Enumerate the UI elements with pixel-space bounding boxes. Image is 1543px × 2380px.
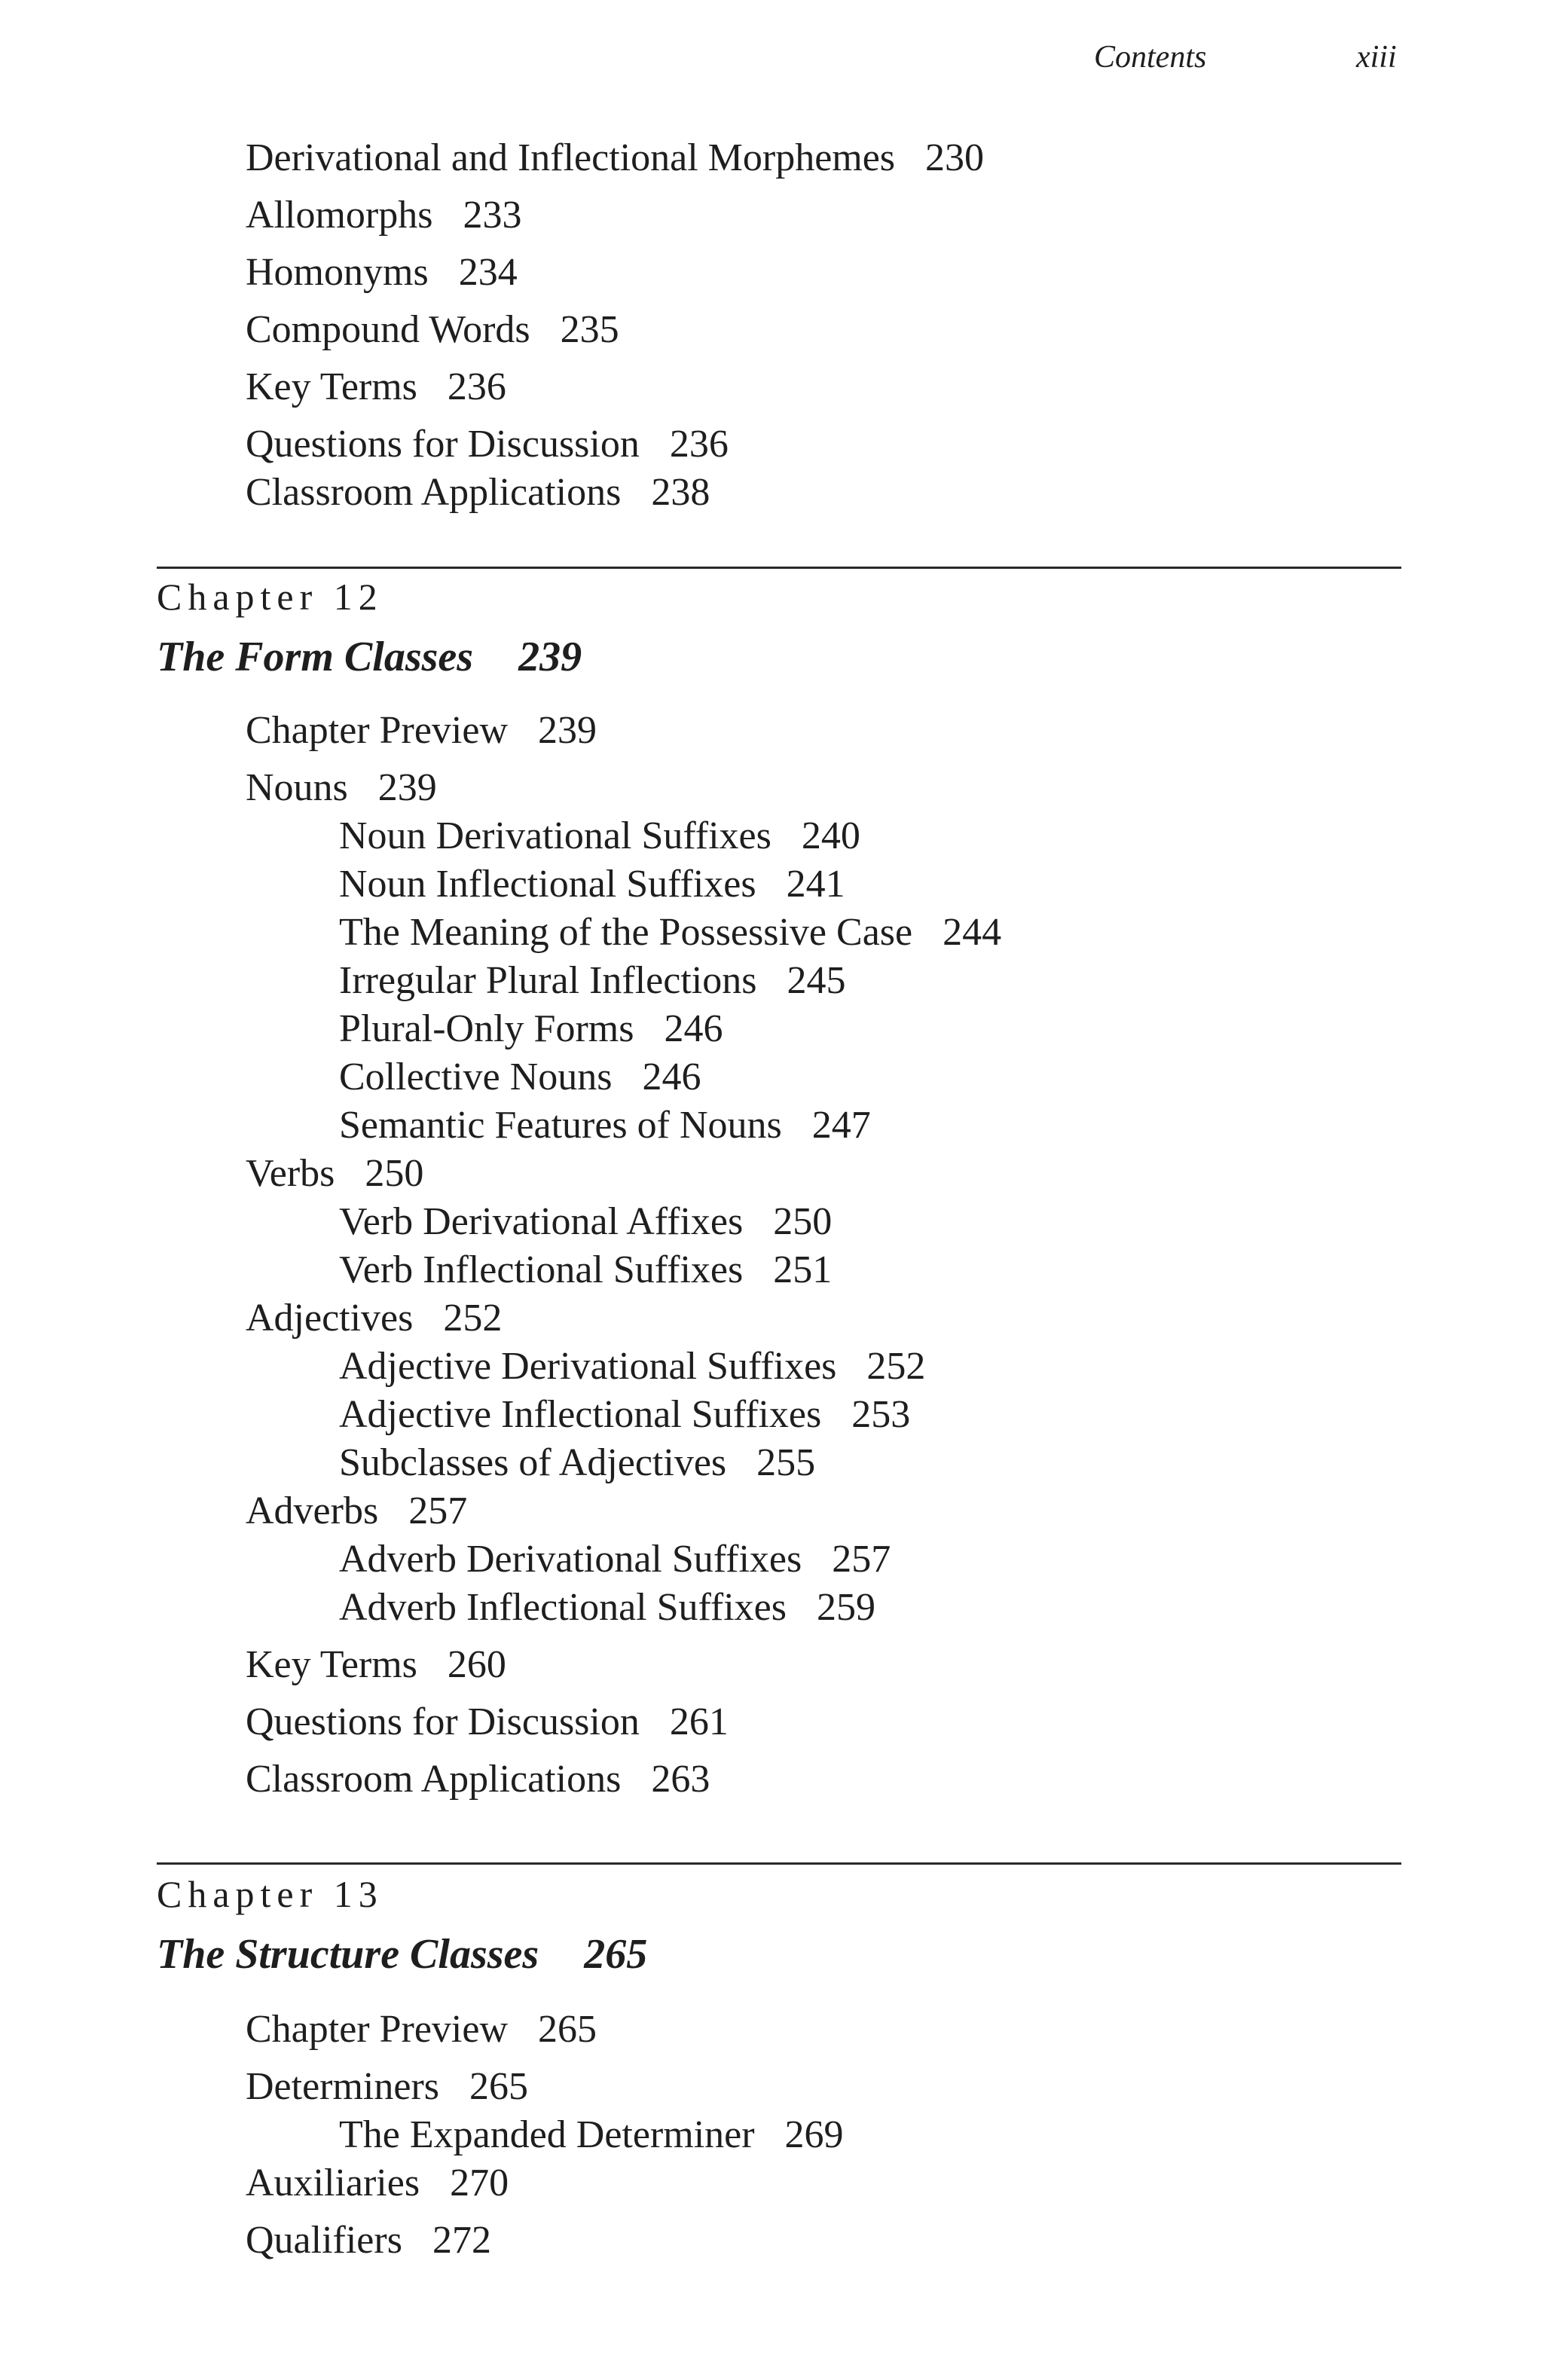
- toc-entry-page: 245: [787, 959, 846, 1002]
- toc-entry-page: 241: [786, 863, 845, 906]
- toc-subentry[interactable]: [339, 1392, 910, 1437]
- running-head: [0, 39, 1543, 84]
- toc-entry-page: 244: [943, 911, 1002, 954]
- toc-entry[interactable]: [246, 136, 984, 181]
- toc-entry[interactable]: [246, 422, 729, 467]
- toc-entry-page: 253: [851, 1393, 911, 1436]
- toc-entry-label: Key Terms: [246, 365, 417, 408]
- toc-entry[interactable]: [246, 193, 521, 238]
- toc-entry-label: Adverb Derivational Suffixes: [339, 1538, 802, 1581]
- toc-entry-label: Questions for Discussion: [246, 423, 640, 466]
- toc-subentry[interactable]: [339, 958, 845, 1004]
- toc-entry-page: 259: [817, 1586, 875, 1629]
- toc-entry-label: Compound Words: [246, 308, 530, 351]
- running-head-page-number: xiii: [1356, 40, 1397, 75]
- toc-entry-page: 252: [443, 1297, 503, 1340]
- chapter-13-title[interactable]: [157, 1929, 647, 1980]
- chapter-title-page: 265: [584, 1931, 648, 1978]
- toc-entry-label: Nouns: [246, 766, 348, 809]
- toc-entry[interactable]: [246, 1642, 506, 1688]
- toc-entry[interactable]: [246, 2161, 509, 2206]
- toc-entry[interactable]: [246, 765, 437, 811]
- toc-entry[interactable]: [246, 2064, 528, 2110]
- toc-entry-label: Verb Inflectional Suffixes: [339, 1248, 744, 1291]
- toc-entry-label: Noun Inflectional Suffixes: [339, 863, 756, 906]
- toc-entry-label: Key Terms: [246, 1643, 417, 1686]
- toc-entry-page: 233: [463, 194, 522, 237]
- toc-entry-label: Irregular Plural Inflections: [339, 959, 757, 1002]
- toc-entry-page: 265: [469, 2065, 529, 2108]
- toc-subentry[interactable]: [339, 1537, 891, 1582]
- toc-entry-label: The Expanded Determiner: [339, 2113, 755, 2156]
- toc-entry-page: 265: [538, 2008, 597, 2051]
- toc-entry-label: Verb Derivational Affixes: [339, 1200, 744, 1243]
- toc-entry-label: Subclasses of Adjectives: [339, 1441, 727, 1484]
- chapter-title-text: The Structure Classes: [157, 1931, 539, 1978]
- toc-entry-page: 250: [365, 1152, 424, 1195]
- toc-entry-label: Qualifiers: [246, 2219, 402, 2262]
- toc-entry[interactable]: [246, 365, 506, 410]
- toc-entry-page: 230: [925, 136, 985, 179]
- chapter-title-page: 239: [518, 634, 582, 680]
- toc-entry[interactable]: [246, 1757, 710, 1802]
- toc-entry[interactable]: [246, 307, 619, 353]
- toc-subentry[interactable]: [339, 1007, 723, 1052]
- toc-entry-page: 238: [651, 471, 710, 514]
- toc-entry-page: 263: [651, 1758, 710, 1801]
- toc-entry[interactable]: [246, 1151, 423, 1196]
- toc-entry-page: 240: [801, 814, 860, 857]
- chapter-13-label: Chapter 13: [157, 1873, 383, 1915]
- toc-entry-label: Adverbs: [246, 1489, 379, 1532]
- toc-entry-page: 236: [669, 423, 729, 466]
- toc-entry-label: Adverb Inflectional Suffixes: [339, 1586, 787, 1629]
- toc-entry-page: 251: [773, 1248, 833, 1291]
- toc-entry-page: 252: [866, 1345, 926, 1388]
- toc-entry-page: 255: [756, 1441, 816, 1484]
- chapter-title-text: The Form Classes: [157, 634, 474, 680]
- toc-entry-label: Auxiliaries: [246, 2162, 420, 2204]
- toc-entry-label: Chapter Preview: [246, 2008, 509, 2051]
- toc-entry-label: Noun Derivational Suffixes: [339, 814, 772, 857]
- chapter-12-label: Chapter 12: [157, 576, 383, 618]
- toc-subentry[interactable]: [339, 1344, 925, 1389]
- toc-entry[interactable]: [246, 2007, 597, 2052]
- toc-entry[interactable]: [246, 1296, 502, 1341]
- toc-entry-page: 236: [447, 365, 506, 408]
- toc-subentry[interactable]: [339, 1055, 701, 1100]
- toc-entry[interactable]: [246, 2218, 491, 2263]
- toc-entry-label: Questions for Discussion: [246, 1700, 640, 1743]
- toc-entry-label: Homonyms: [246, 251, 429, 294]
- toc-entry-label: Classroom Applications: [246, 1758, 622, 1801]
- toc-subentry[interactable]: [339, 2113, 844, 2158]
- toc-entry-label: Plural-Only Forms: [339, 1007, 634, 1050]
- toc-entry-label: Semantic Features of Nouns: [339, 1104, 782, 1147]
- toc-entry-label: Derivational and Inflectional Morphemes: [246, 136, 896, 179]
- toc-entry-page: 235: [560, 308, 619, 351]
- toc-subentry[interactable]: [339, 814, 860, 859]
- toc-entry-page: 250: [773, 1200, 833, 1243]
- toc-entry-label: Classroom Applications: [246, 471, 622, 514]
- toc-subentry[interactable]: [339, 1199, 832, 1245]
- toc-entry[interactable]: [246, 708, 597, 753]
- toc-subentry[interactable]: [339, 1585, 875, 1630]
- toc-subentry[interactable]: [339, 1103, 871, 1148]
- toc-entry-page: 247: [811, 1104, 871, 1147]
- toc-subentry[interactable]: [339, 1441, 815, 1486]
- toc-entry[interactable]: [246, 250, 518, 295]
- toc-entry-page: 246: [664, 1007, 723, 1050]
- chapter-12-title[interactable]: [157, 631, 582, 683]
- toc-entry-label: Determiners: [246, 2065, 440, 2108]
- toc-subentry[interactable]: [339, 1248, 832, 1293]
- toc-entry[interactable]: [246, 1489, 467, 1534]
- toc-entry-page: 239: [538, 709, 597, 752]
- toc-entry-label: Adjectives: [246, 1297, 414, 1340]
- toc-entry-label: Collective Nouns: [339, 1056, 613, 1098]
- toc-subentry[interactable]: [339, 862, 845, 907]
- toc-entry-page: 257: [408, 1489, 468, 1532]
- toc-entry[interactable]: [246, 470, 710, 515]
- chapter-divider: [157, 567, 1401, 569]
- toc-entry-label: Allomorphs: [246, 194, 433, 237]
- toc-entry-page: 269: [784, 2113, 844, 2156]
- running-head-title: Contents: [1094, 40, 1207, 75]
- toc-entry-page: 260: [447, 1643, 506, 1686]
- toc-entry-page: 246: [642, 1056, 701, 1098]
- toc-entry-label: Adjective Derivational Suffixes: [339, 1345, 837, 1388]
- toc-entry-page: 270: [450, 2162, 509, 2204]
- toc-subentry[interactable]: [339, 910, 1001, 955]
- toc-entry-page: 257: [832, 1538, 891, 1581]
- toc-entry-label: The Meaning of the Possessive Case: [339, 911, 913, 954]
- toc-entry-page: 239: [377, 766, 437, 809]
- toc-entry-page: 261: [669, 1700, 729, 1743]
- toc-entry-label: Verbs: [246, 1152, 335, 1195]
- toc-entry-label: Adjective Inflectional Suffixes: [339, 1393, 822, 1436]
- toc-entry-page: 234: [458, 251, 518, 294]
- toc-entry-page: 272: [432, 2219, 491, 2262]
- toc-entry-label: Chapter Preview: [246, 709, 509, 752]
- chapter-divider: [157, 1862, 1401, 1865]
- toc-entry[interactable]: [246, 1700, 729, 1745]
